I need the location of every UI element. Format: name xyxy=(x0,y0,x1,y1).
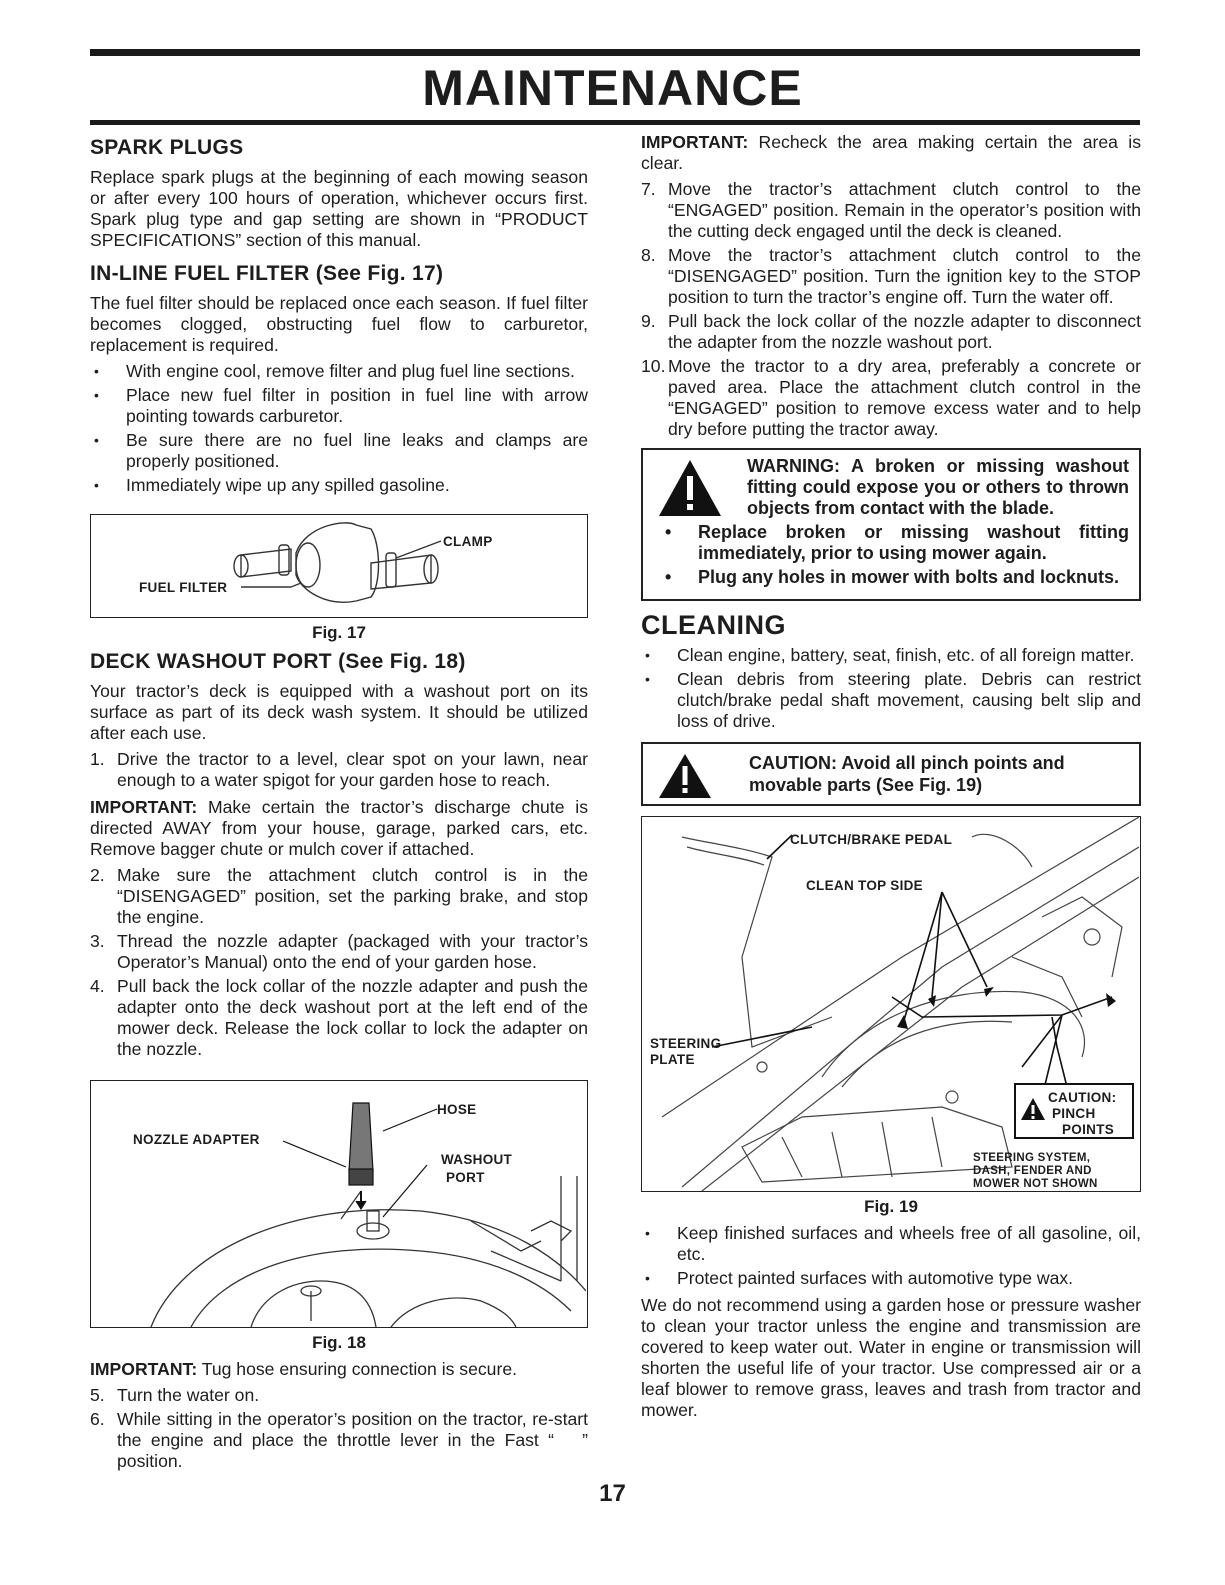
deck-washout-heading: DECK WASHOUT PORT (See Fig. 18) xyxy=(90,650,466,673)
list-item: 5. Turn the water on. xyxy=(90,1385,260,1405)
list-item: • With engine cool, remove filter and plug fuel line sections. xyxy=(90,361,588,382)
washout-port-drawing xyxy=(91,1081,586,1327)
badge-pinch-text: PINCH xyxy=(1052,1106,1096,1121)
page-number: 17 xyxy=(599,1480,626,1507)
steering-label: STEERING xyxy=(650,1036,722,1051)
cleaning-bullets-2 xyxy=(641,1223,1141,1289)
list-item: • Immediately wipe up any spilled gasoline. xyxy=(90,475,588,496)
warning-triangle-icon xyxy=(657,458,723,518)
list-item: • Be sure there are no fuel line leaks and clamps are properly positioned. xyxy=(90,430,588,472)
pedal-label: CLUTCH/BRAKE PEDAL xyxy=(790,832,953,847)
washout-steps-2 xyxy=(90,865,588,1060)
fuel-filter-label: FUEL FILTER xyxy=(139,580,228,595)
washout-steps-4 xyxy=(641,179,1141,440)
list-item: • Keep finished surfaces and wheels free of all gasoline, oil, etc. xyxy=(641,1223,1141,1265)
list-item: 7. Move the tractor’s attachment clutch control to the “ENGAGED” position. Remain in the operator’s position with the cutting deck engaged until the deck is cleaned. xyxy=(641,179,1141,241)
fig17-illustration xyxy=(90,514,588,618)
list-item: 9. Pull back the lock collar of the nozzle adapter to disconnect the adapter from the nozzle washout port. xyxy=(641,311,1141,352)
important-note-1: IMPORTANT: Make certain the tractor’s discharge chute is directed AWAY from your house, garage, parked cars, etc. Remove bagger chute or mulch cover if attached. xyxy=(90,797,588,859)
spark-plugs-heading: SPARK PLUGS xyxy=(90,136,244,159)
caution-triangle-icon xyxy=(657,752,713,800)
list-item: • Replace broken or missing washout fitting immediately, prior to using mower again. xyxy=(653,522,1129,564)
fuel-filter-heading: IN-LINE FUEL FILTER (See Fig. 17) xyxy=(90,262,444,285)
list-item: • Plug any holes in mower with bolts and locknuts. xyxy=(653,567,1129,588)
port-label: PORT xyxy=(446,1170,485,1185)
list-item: • Protect painted surfaces with automotive type wax. xyxy=(641,1268,1141,1289)
fig18-illustration xyxy=(90,1080,588,1328)
list-item: 2. Make sure the attachment clutch control is in the “DISENGAGED” position, set the parking brake, and stop the engine. xyxy=(90,865,588,927)
list-item: 3. Thread the nozzle adapter (packaged with your tractor’s Operator’s Manual) onto the end of your garden hose. xyxy=(90,931,588,972)
spark-plugs-text: Replace spark plugs at the beginning of each mowing season or after every 100 hours of operation, whichever occurs first. Spark plug type and gap setting are shown in “PRODUCT SPECIFICATIONS” section of this manual. xyxy=(90,167,588,250)
list-item: 4. Pull back the lock collar of the nozzle adapter and push the adapter onto the deck washout port at the left end of the mower deck. Release the lock collar to lock the adapter on the nozzle. xyxy=(90,976,588,1059)
fig18-caption: Fig. 18 xyxy=(312,1333,366,1352)
list-item: • Clean engine, battery, seat, finish, etc. of all foreign matter. xyxy=(641,645,1141,666)
list-item: 8. Move the tractor’s attachment clutch control to the “DISENGAGED” position. Turn the ignition key to the STOP position to turn the tractor’s engine off. Turn the water off. xyxy=(641,245,1141,307)
warning-box xyxy=(641,448,1141,601)
caution-box xyxy=(641,742,1141,806)
fig19-illustration xyxy=(641,816,1141,1192)
fuel-filter-text: The fuel filter should be replaced once each season. If fuel filter becomes clogged, obstructing fuel flow to carburetor, replacement is required. xyxy=(90,293,588,355)
fig17-caption: Fig. 17 xyxy=(312,623,366,642)
caution-triangle-icon xyxy=(1020,1097,1046,1121)
cleaning-heading: CLEANING xyxy=(641,610,786,640)
caution-text: CAUTION: Avoid all pinch points and movable parts (See Fig. 19) xyxy=(749,753,1065,795)
washout-steps-3 xyxy=(90,1385,588,1472)
cleaning-closing-text: We do not recommend using a garden hose or pressure washer to clean your tractor unless the engine and transmission are covered to keep water out. Water in engine or transmission will shorten the useful life of your tractor. Use compressed air or a leaf blower to remove grass, leaves and trash from tractor and mower. xyxy=(641,1295,1141,1420)
plate-label: PLATE xyxy=(650,1052,695,1067)
list-item: 1. Drive the tractor to a level, clear spot on your lawn, near enough to a water spigot for your garden hose to reach. xyxy=(90,749,588,790)
left-column xyxy=(90,135,588,1478)
pinch-points-badge xyxy=(1014,1083,1134,1139)
cleaning-bullets xyxy=(641,645,1141,732)
badge-points-text: POINTS xyxy=(1062,1122,1115,1137)
important-note-3: IMPORTANT: Recheck the area making certain the area is clear. xyxy=(641,132,1141,173)
deck-washout-text: Your tractor’s deck is equipped with a washout port on its surface as part of its deck wash system. It should be utilized after each use. xyxy=(90,681,588,743)
fig19-caption: Fig. 19 xyxy=(864,1197,918,1216)
clamp-label: CLAMP xyxy=(443,534,493,549)
list-item: 6. While sitting in the operator’s position on the tractor, re-start the engine and place the throttle lever in the Fast “ ” position. xyxy=(90,1409,588,1471)
list-item: • Place new fuel filter in position in fuel line with arrow pointing towards carburetor. xyxy=(90,385,588,427)
nozzle-adapter-label: NOZZLE ADAPTER xyxy=(133,1132,260,1147)
warning-bullets xyxy=(653,522,1129,588)
fuel-filter-bullets xyxy=(90,361,588,496)
warning-text: WARNING: A broken or missing washout fitting could expose you or others to thrown objects from contact with the blade. xyxy=(747,456,1129,518)
important-note-2: IMPORTANT: Tug hose ensuring connection is secure. xyxy=(90,1359,518,1379)
list-item: 10. Move the tractor to a dry area, preferably a concrete or paved area. Place the attachment clutch control in the “ENGAGED” position to remove excess water and to help dry before putting the tractor away. xyxy=(641,356,1141,439)
badge-caution-text: CAUTION: xyxy=(1048,1090,1117,1105)
note-line-1: STEERING SYSTEM, xyxy=(973,1152,1091,1164)
page-title: MAINTENANCE xyxy=(422,60,803,116)
washout-steps-1 xyxy=(90,749,588,791)
clean-top-side-label: CLEAN TOP SIDE xyxy=(806,878,923,893)
list-item: • Clean debris from steering plate. Debris can restrict clutch/brake pedal shaft movement, causing belt slip and loss of drive. xyxy=(641,669,1141,732)
note-line-3: MOWER NOT SHOWN xyxy=(973,1178,1098,1190)
note-line-2: DASH, FENDER AND xyxy=(973,1165,1092,1177)
right-column xyxy=(641,132,1141,1426)
hose-label: HOSE xyxy=(437,1102,477,1117)
title-rule xyxy=(90,120,1140,125)
top-rule xyxy=(90,49,1140,56)
fuel-filter-drawing xyxy=(91,515,586,617)
washout-label: WASHOUT xyxy=(441,1152,513,1167)
